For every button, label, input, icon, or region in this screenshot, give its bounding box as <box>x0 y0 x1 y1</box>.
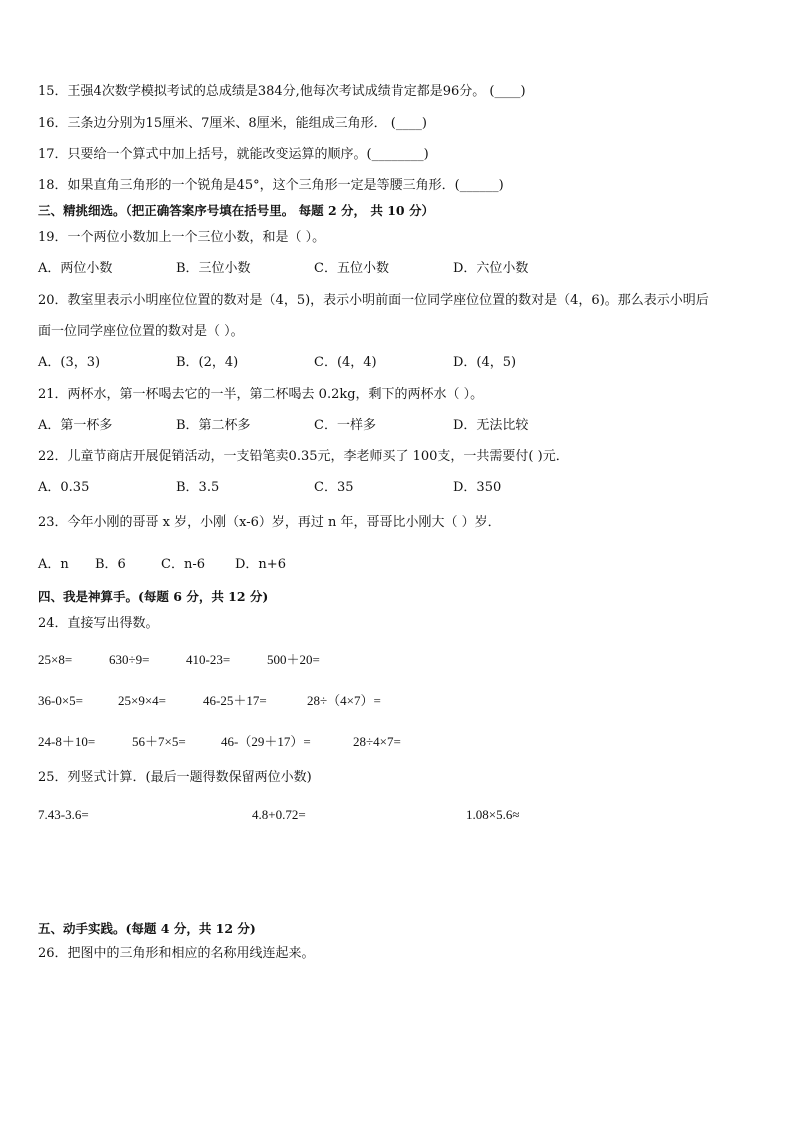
question-21-stem: 21．两杯水，第一杯喝去它的一半，第二杯喝去 0.2kg，剩下的两杯水（ ）。 <box>38 387 484 402</box>
question-18: 18．如果直角三角形的一个锐角是45°，这个三角形一定是等腰三角形．(______) <box>38 178 504 193</box>
question-26-stem: 26．把图中的三角形和相应的名称用线连起来。 <box>38 946 315 961</box>
q20-option-c: C．(4，4) <box>314 355 377 370</box>
question-25-stem: 25．列竖式计算．(最后一题得数保留两位小数) <box>38 770 312 785</box>
q23-option-a: A．n <box>38 557 69 572</box>
question-24-stem: 24．直接写出得数。 <box>38 616 159 631</box>
q19-option-a: A．两位小数 <box>38 261 113 276</box>
calc-r3-c1: 24-8＋10= <box>38 734 96 749</box>
calc-r1-c4: 500＋20= <box>267 652 320 667</box>
question-15: 15．王强4次数学模拟考试的总成绩是384分,他每次考试成绩肯定都是96分。 (____) <box>38 84 526 99</box>
q21-option-a: A．第一杯多 <box>38 418 113 433</box>
vertical-calc-3: 1.08×5.6≈ <box>466 807 520 822</box>
calc-r2-c2: 25×9×4= <box>118 693 166 708</box>
calc-r1-c1: 25×8= <box>38 652 73 667</box>
q19-option-b: B．三位小数 <box>176 261 251 276</box>
question-20-line2: 面一位同学座位位置的数对是（ ）。 <box>38 324 244 339</box>
section-5-heading: 五、动手实践。(每题 4 分，共 12 分) <box>38 921 256 936</box>
calc-r3-c3: 46-（29＋17）= <box>221 734 311 749</box>
calc-r2-c3: 46-25＋17= <box>203 693 267 708</box>
question-16: 16．三条边分别为15厘米、7厘米、8厘米，能组成三角形． (____) <box>38 116 427 131</box>
question-20-line1: 20．教室里表示小明座位位置的数对是（4，5)，表示小明前面一位同学座位位置的数对是（4，6)。那么表示小明后 <box>38 293 709 308</box>
q22-option-a: A．0.35 <box>38 480 90 495</box>
vertical-calc-2: 4.8+0.72= <box>252 807 306 822</box>
vertical-calc-1: 7.43-3.6= <box>38 807 89 822</box>
q22-option-c: C．35 <box>314 480 354 495</box>
question-23-stem: 23．今年小刚的哥哥 x 岁，小刚（x-6）岁，再过 n 年，哥哥比小刚大（ ）岁． <box>38 515 501 530</box>
calc-r2-c4: 28÷（4×7）= <box>307 693 381 708</box>
q19-option-c: C．五位小数 <box>314 261 389 276</box>
q22-option-d: D．350 <box>453 480 502 495</box>
q21-option-b: B．第二杯多 <box>176 418 251 433</box>
q23-option-c: C．n-6 <box>161 557 205 572</box>
q19-option-d: D．六位小数 <box>453 261 529 276</box>
q21-option-d: D．无法比较 <box>453 418 529 433</box>
question-22-stem: 22．儿童节商店开展促销活动，一支铅笔卖0.35元，李老师买了 100支，一共需要付( )元． <box>38 449 569 464</box>
q22-option-b: B．3.5 <box>176 480 220 495</box>
q21-option-c: C．一样多 <box>314 418 376 433</box>
calc-r3-c4: 28÷4×7= <box>353 734 401 749</box>
question-17: 17．只要给一个算式中加上括号，就能改变运算的顺序。(________) <box>38 147 429 162</box>
q20-option-a: A．(3，3) <box>38 355 101 370</box>
calc-r1-c3: 410-23= <box>186 652 231 667</box>
section-4-heading: 四、我是神算手。(每题 6 分，共 12 分) <box>38 589 269 604</box>
q23-option-b: B．6 <box>95 557 126 572</box>
q23-option-d: D．n+6 <box>235 557 286 572</box>
calc-r2-c1: 36-0×5= <box>38 693 83 708</box>
q20-option-d: D．(4，5) <box>453 355 517 370</box>
calc-r3-c2: 56＋7×5= <box>132 734 186 749</box>
q20-option-b: B．(2，4) <box>176 355 239 370</box>
calc-r1-c2: 630÷9= <box>109 652 150 667</box>
question-19-stem: 19．一个两位小数加上一个三位小数，和是（ ）。 <box>38 230 326 245</box>
section-3-heading: 三、精挑细选。（把正确答案序号填在括号里。 每题 2 分， 共 10 分） <box>38 203 434 218</box>
